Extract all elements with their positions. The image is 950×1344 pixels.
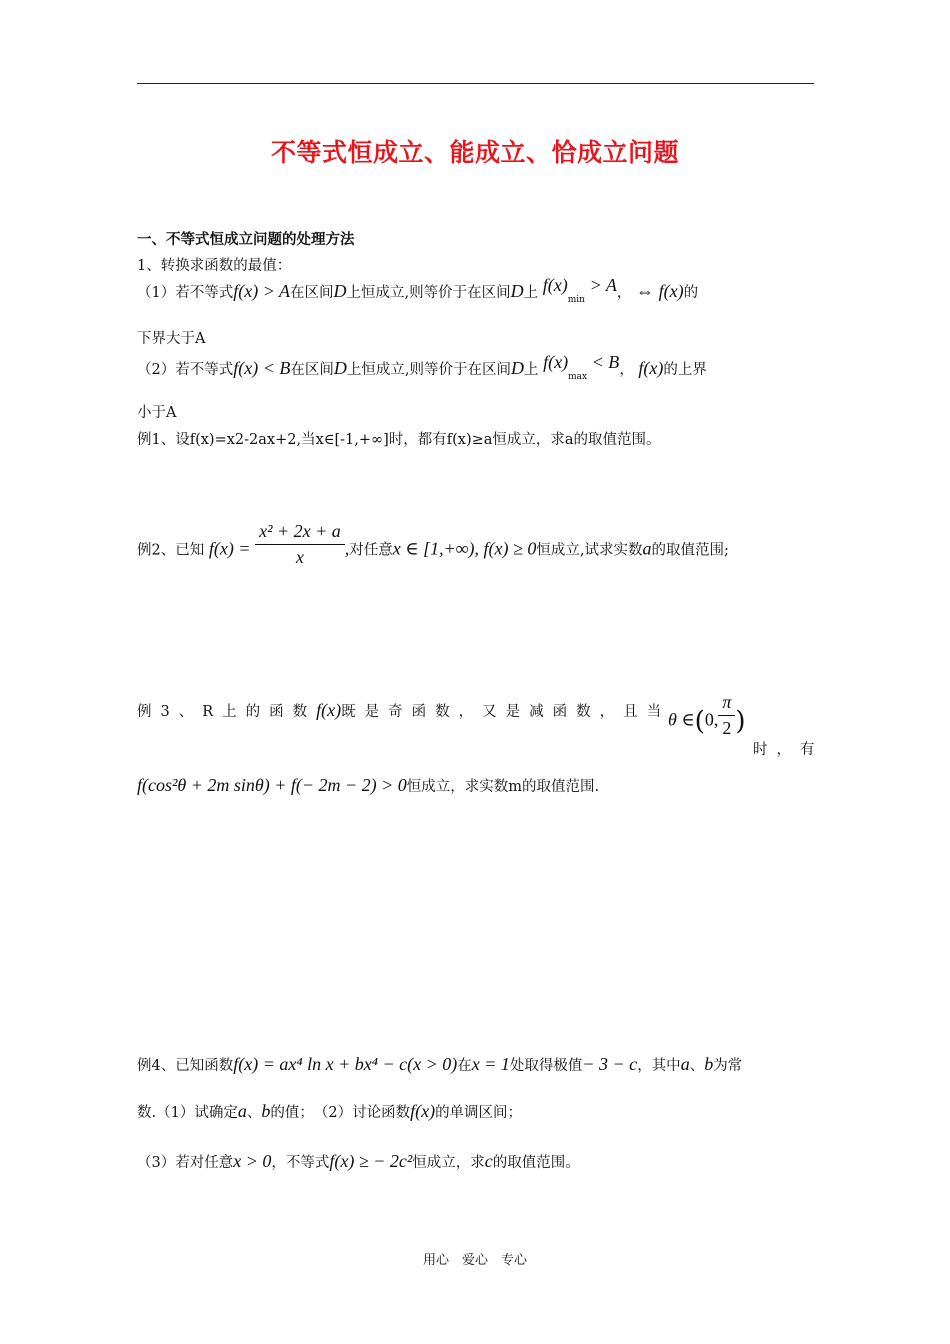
page-footer: 用心 爱心 专心 — [422, 1253, 527, 1268]
example-4-line-1: 例4、已知函数f(x) = ax⁴ ln x + bx⁴ − c(x > 0)在x = 1处取得极值− 3 − c，其中a、b为常 — [137, 1054, 743, 1074]
document-title: 不等式恒成立、能成立、恰成立问题 — [270, 138, 679, 167]
example-4-line-2: 数.（1）试确定a、b的值； （2）讨论函数f(x)的单调区间； — [137, 1101, 523, 1121]
section-heading: 一、不等式恒成立问题的处理方法 — [137, 232, 355, 248]
item-2-line: （2）若不等式f(x) < B在区间D上恒成立,则等价于在区间D上 $f(x)_{max} < B$， f(x)的上界 — [137, 352, 707, 382]
method-1: 1、转换求函数的最值： — [137, 258, 292, 274]
header-rule — [137, 83, 814, 84]
item-1-continued: 下界大于A — [137, 331, 206, 347]
example-3-line-2: f(cos²θ + 2m sinθ) + f(− 2m − 2) > 0恒成立，求实数m的取值范围. — [137, 775, 600, 795]
example-2-fraction: $\frac{\text{x² + 2x + a}}{x}$ — [255, 521, 345, 568]
theta-interval: θ ∈(0, $\frac{\pi}{2}$ ) — [668, 692, 746, 738]
example-4-line-3: （3）若对任意x > 0，不等式f(x) ≥ − 2c²恒成立，求c的取值范围。 — [137, 1151, 580, 1171]
example-3-line-1: 例3、R上的函数f(x)既是奇函数，又是减函数，且当 θ ∈(0, $\frac{\pi}{2}$ ) 时，有 — [137, 692, 824, 758]
example-1: 例1、设f(x)=x2-2ax+2,当x∈[-1,+∞]时，都有f(x)≥a恒成立，求a的取值范围。 — [137, 432, 661, 448]
item-1-line: （1）若不等式f(x) > A在区间D上恒成立,则等价于在区间D上 $f(x)_{min} > A$， ⇔ f(x)的 — [137, 275, 699, 305]
item-2-continued: 小于A — [137, 405, 177, 421]
example-2: 例2、已知 f(x) = $\frac{\text{x² + 2x + a}}{x}$ ,对任意x ∈ [1,+∞), f(x) ≥ 0恒成立,试求实数a的取值范围; — [137, 521, 729, 567]
